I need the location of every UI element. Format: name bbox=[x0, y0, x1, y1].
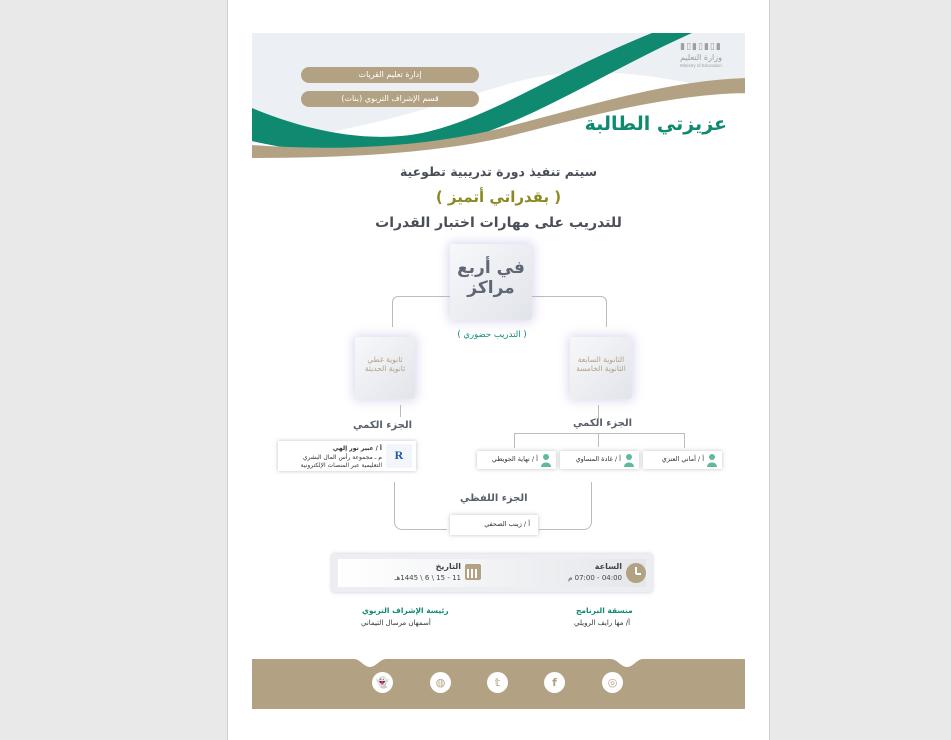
schedule-box bbox=[332, 554, 652, 592]
connector-quant-right bbox=[514, 433, 685, 448]
poster-title: عزيزتي الطالبة bbox=[584, 113, 727, 135]
connector-right-down bbox=[598, 405, 599, 419]
quant-left-label: الجزء الكمي bbox=[353, 420, 413, 431]
teacher-icon bbox=[540, 453, 552, 467]
quant-right-label: الجزء الكمي bbox=[573, 418, 633, 429]
connector-left-down bbox=[400, 405, 401, 417]
quant-left-note-1: م ـ مجموعة رأس المال البشري bbox=[302, 454, 382, 461]
intro-line-1: سيتم تنفيذ دورة تدريبية تطوعية bbox=[399, 164, 598, 179]
verbal-card bbox=[450, 515, 538, 535]
instagram-icon[interactable]: ◎ bbox=[602, 672, 623, 693]
intro-line-2: ( بقدراتي أتميز ) bbox=[435, 188, 562, 206]
school-left-1: ثانوية غطي bbox=[367, 355, 403, 364]
signature-right-title: منسقة البرنامج bbox=[576, 606, 633, 615]
snapchat-icon[interactable]: 👻 bbox=[372, 672, 393, 693]
ministry-dots-icon: ▮▯▮▯▮▯▮ bbox=[680, 42, 722, 52]
facebook-icon[interactable]: f bbox=[544, 672, 565, 693]
connector-quant-mid bbox=[598, 433, 599, 447]
intro-line-3: للتدريب على مهارات اختبار القدرات bbox=[375, 215, 622, 231]
ministry-name-ar: وزارة التعليم bbox=[680, 53, 722, 62]
time-label: الساعة bbox=[594, 562, 622, 571]
centers-line-1: في أربع bbox=[457, 258, 525, 278]
pill-directorate: إدارة تعليم القريات bbox=[301, 67, 479, 83]
ministry-name-en: Ministry of Education bbox=[680, 63, 722, 68]
date-value: 11 - 15 \ 6 \ 1445هـ bbox=[394, 574, 461, 582]
connector-verbal-right bbox=[539, 482, 592, 530]
connector-verbal-left bbox=[394, 482, 447, 530]
date-label: التاريخ bbox=[435, 562, 461, 571]
quant-left-note-2: التعليمية عبر المنصات الإلكترونية bbox=[300, 462, 382, 469]
quant-left-card bbox=[278, 441, 416, 471]
document-page bbox=[227, 0, 770, 740]
calendar-icon bbox=[465, 564, 481, 580]
time-value: 04:00 - 07:00 م bbox=[568, 574, 622, 582]
teacher-icon bbox=[623, 453, 635, 467]
quant-card-1-name: أ / أماني العنزي bbox=[661, 455, 704, 463]
centers-box bbox=[450, 244, 532, 320]
training-mode: ( التدريب حضوري ) bbox=[457, 330, 527, 340]
poster bbox=[252, 33, 745, 709]
school-box-right bbox=[570, 337, 632, 399]
globe-icon[interactable]: ◍ bbox=[430, 672, 451, 693]
connector-right bbox=[528, 296, 607, 327]
quant-card-2 bbox=[560, 451, 639, 469]
pill-department: قسم الإشراف التربوي (بنات) bbox=[301, 91, 479, 107]
centers-line-2: مراكز bbox=[467, 278, 515, 298]
ministry-logo bbox=[671, 41, 731, 69]
school-right-1: الثانوية السابعة bbox=[577, 355, 625, 364]
school-left-2: ثانوية الحديثة bbox=[364, 364, 406, 373]
signature-left-name: أسمهان مرسال التيماني bbox=[361, 619, 431, 627]
clock-icon bbox=[626, 563, 646, 583]
verbal-label: الجزء اللفظي bbox=[460, 493, 528, 504]
quant-card-3 bbox=[477, 451, 556, 469]
quant-card-1 bbox=[643, 451, 722, 469]
schedule-inner bbox=[338, 559, 646, 587]
twitter-icon[interactable]: 𝕥 bbox=[487, 672, 508, 693]
quant-card-2-name: أ / غادة المساوي bbox=[575, 455, 621, 463]
verbal-name: أ / زينب الصحفي bbox=[484, 520, 530, 528]
signature-right-name: أ/ مها رايف الرويلي bbox=[574, 619, 631, 627]
signature-left-title: رئيسة الإشراف التربوي bbox=[362, 606, 449, 615]
school-box-left bbox=[355, 337, 415, 399]
quant-card-3-name: أ / نهاية الجويطي bbox=[491, 455, 538, 463]
school-right-2: الثانوية الخامسة bbox=[576, 364, 626, 373]
teacher-icon bbox=[706, 453, 718, 467]
quant-left-name: أ / عبير نور إلهي bbox=[332, 445, 382, 452]
center-logo-icon: R bbox=[386, 444, 412, 468]
